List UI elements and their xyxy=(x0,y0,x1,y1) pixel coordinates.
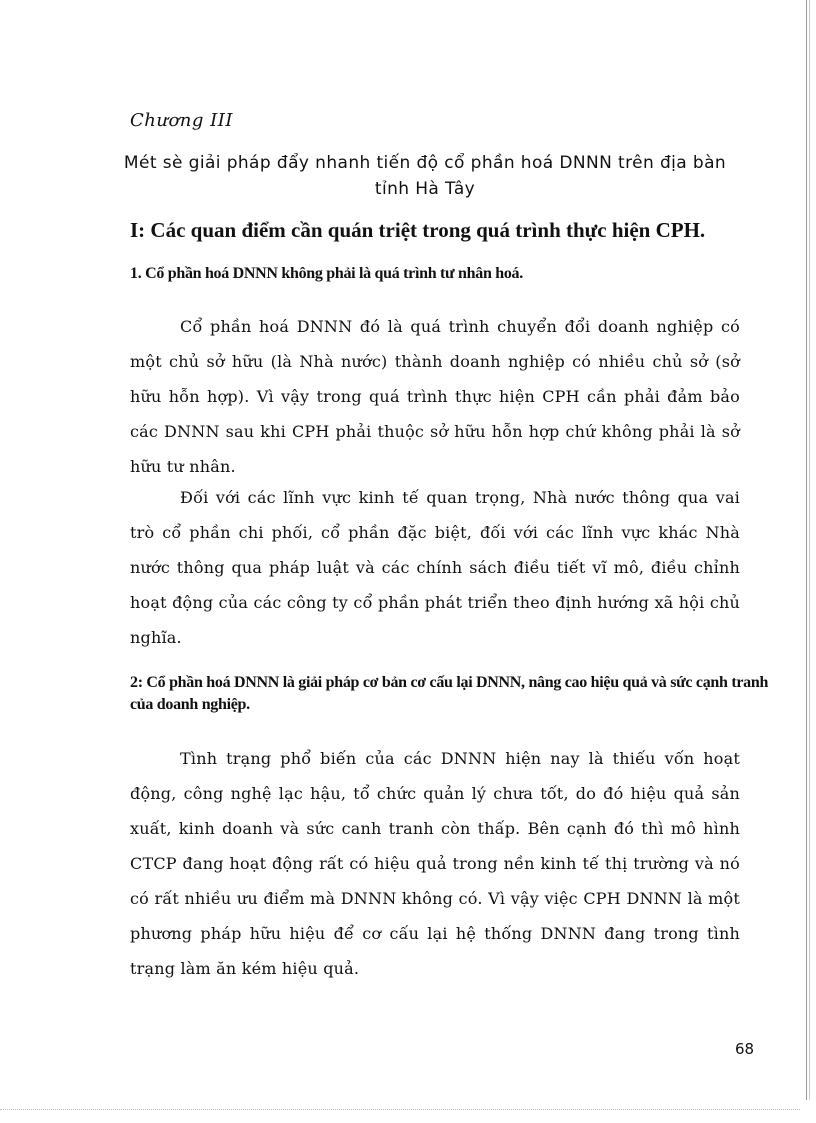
subsection-1-paragraph-1: Cổ phần hoá DNNN đó là quá trình chuyển đổi doanh nghiệp có một chủ sở hữu (là Nhà nước) thành doanh nghiệp có nhiều chủ sở (sở hữu hỗn hợp). Vì vậy trong quá trình thực hiện CPH cần phải đảm bảo các DNNN sau khi CPH phải thuộc sở hữu hỗn hợp chứ không phải là sở hữu tư nhân. xyxy=(130,317,740,476)
subsection-2-heading: 2: Cổ phần hoá DNNN là giải pháp cơ bản cơ cấu lại DNNN, nâng cao hiệu quả và sức cạnh tranh của doanh nghiệp. xyxy=(130,674,769,713)
section-heading: I: Các quan điểm cần quán triệt trong quá trình thực hiện CPH. xyxy=(130,218,706,242)
page-border-bottom xyxy=(0,1109,800,1110)
chapter-label: Chương III xyxy=(130,110,233,131)
subsection-1-heading: 1. Cổ phần hoá DNNN không phải là quá trình tư nhân hoá. xyxy=(130,265,523,282)
page-border-right xyxy=(806,0,810,1100)
subsection-1-paragraph-2: Đối với các lĩnh vực kinh tế quan trọng, Nhà nước thông qua vai trò cổ phần chi phối, cổ phần đặc biệt, đối với các lĩnh vực khác Nhà nước thông qua pháp luật và các chính sách điều tiết vĩ mô, điều chỉnh hoạt động của các công ty cổ phần phát triển theo định hướng xã hội chủ nghĩa. xyxy=(130,488,740,647)
chapter-title: Mét sè giải pháp đẩy nhanh tiến độ cổ phần hoá DNNN trên địa bàn tỉnh Hà Tây xyxy=(123,153,727,199)
subsection-2-paragraph-1: Tình trạng phổ biến của các DNNN hiện nay là thiếu vốn hoạt động, công nghệ lạc hậu, tổ chức quản lý chưa tốt, do đó hiệu quả sản xuất, kinh doanh và sức canh tranh còn thấp. Bên cạnh đó thì mô hình CTCP đang hoạt động rất có hiệu quả trong nền kinh tế thị trường và nó có rất nhiều ưu điểm mà DNNN không có. Vì vậy việc CPH DNNN là một phương pháp hữu hiệu để cơ cấu lại hệ thống DNNN đang trong tình trạng làm ăn kém hiệu quả. xyxy=(130,749,740,978)
page-number: 68 xyxy=(735,1040,755,1058)
